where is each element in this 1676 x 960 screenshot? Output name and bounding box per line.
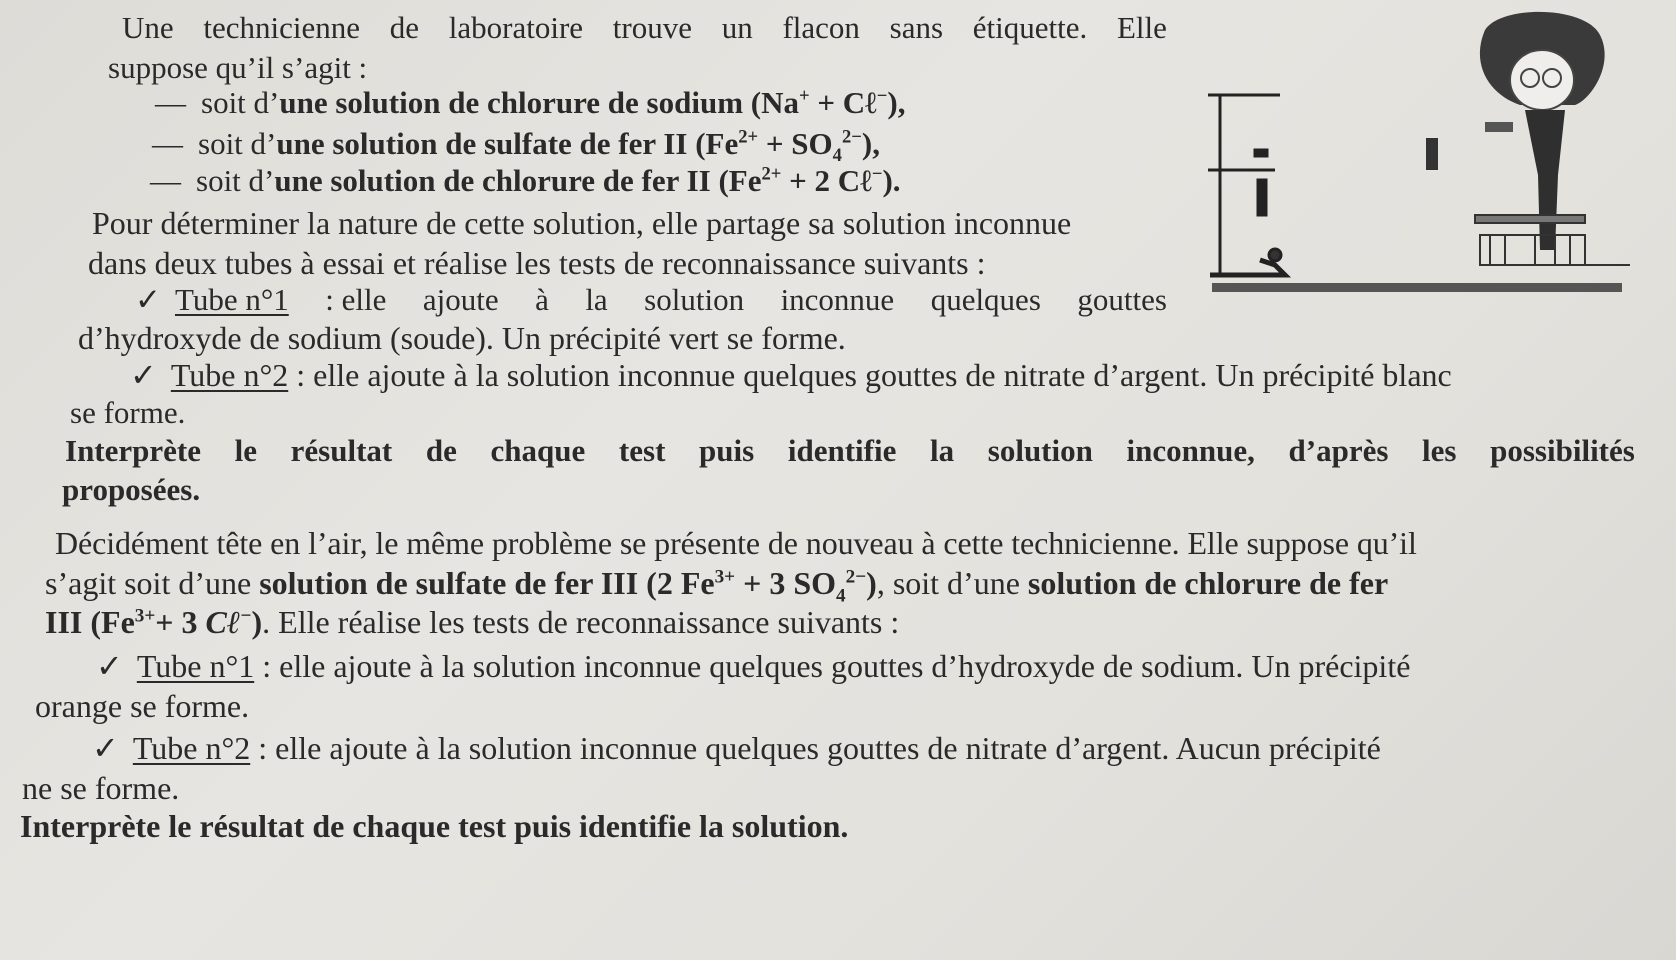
intro-word: Elle	[1116, 10, 1167, 45]
intro-line-2: suppose qu’il s’agit :	[108, 50, 368, 85]
tube1-word: solution	[644, 282, 745, 317]
tube2-label: Tube n°2	[170, 357, 289, 393]
intro-word: Une	[122, 10, 174, 45]
part2-paragraph-2	[45, 565, 1389, 607]
question-word: la	[930, 433, 955, 468]
tube1-word: gouttes	[1077, 282, 1167, 317]
question-word: test	[618, 433, 666, 468]
intro-word: laboratoire	[448, 10, 584, 45]
part2-tube1-line-1	[96, 648, 1410, 684]
option-dash: —	[155, 85, 186, 120]
question-1-line-2: proposées.	[62, 472, 201, 507]
tube1-word: : elle	[325, 282, 387, 317]
tube2-text: : elle ajoute à la solution inconnue quelques gouttes de nitrate d’argent. Un précipité blanc	[288, 357, 1452, 393]
intro-line-1	[122, 10, 1167, 46]
question-word: les	[1422, 433, 1457, 468]
tube1-label-group	[135, 282, 289, 318]
option-sodium-chloride	[155, 85, 905, 121]
tube1-word: inconnue	[780, 282, 895, 317]
scientist-lab-illustration	[1190, 10, 1640, 310]
question-word: le	[234, 433, 258, 468]
tube2-text: : elle ajoute à la solution inconnue quelques gouttes de nitrate d’argent. Aucun précipité	[250, 730, 1381, 766]
option-prefix: soit d’	[196, 163, 275, 198]
part2-text: . Elle réalise les tests de reconnaissance suivants :	[262, 604, 900, 640]
tube1-label: Tube n°1	[174, 282, 289, 317]
part2-text: s’agit soit d’une	[45, 565, 260, 601]
part2-paragraph-1: Décidément tête en l’air, le même problème se présente de nouveau à cette technicienne. Elle suppose qu’il	[55, 525, 1417, 561]
part2-paragraph-3	[45, 604, 899, 640]
intro-word: sans	[889, 10, 944, 45]
option-formula: ($Fe^{2+} + 2$ Cℓ−).	[718, 163, 901, 198]
part2-tube1-line-2: orange se forme.	[35, 688, 250, 724]
check-mark-icon: ✓	[92, 730, 119, 766]
part2-text: , soit d’une	[876, 565, 1028, 601]
question-word: puis	[699, 433, 755, 468]
check-mark-icon: ✓	[130, 357, 157, 393]
intro-word: trouve	[612, 10, 692, 45]
tube1-label: Tube n°1	[136, 648, 255, 684]
intro-word: technicienne	[203, 10, 361, 45]
question-word: d’après	[1288, 433, 1389, 468]
tube1-word: la	[585, 282, 608, 317]
question-1-line-1	[65, 433, 1635, 469]
option-formula: (Na+ + Cℓ−),	[750, 85, 906, 120]
option-dash: —	[152, 126, 183, 161]
tube1-word: à	[535, 282, 549, 317]
part2-bold-text: solution de chlorure de fer	[1027, 565, 1389, 601]
option-dash: —	[150, 163, 181, 198]
option-prefix: soit d’	[198, 126, 277, 161]
question-word: de	[425, 433, 457, 468]
question-word: Interprète	[65, 433, 201, 468]
tube1-word: ajoute	[422, 282, 499, 317]
option-prefix: soit d’	[201, 85, 280, 120]
tube1-line-2: d’hydroxyde de sodium (soude). Un précipité vert se forme.	[78, 320, 846, 356]
question-2: Interprète le résultat de chaque test puis identifie la solution.	[20, 808, 849, 844]
question-word: solution	[987, 433, 1093, 468]
tube1-text: : elle ajoute à la solution inconnue quelques gouttes d’hydroxyde de sodium. Un précipité	[254, 648, 1411, 684]
option-bold-text: une solution de chlorure de sodium	[279, 85, 744, 120]
tube1-line-1	[135, 282, 1167, 318]
bench-line	[1212, 283, 1622, 292]
lab-stand-icon	[1208, 95, 1285, 275]
question-word: inconnue,	[1126, 433, 1255, 468]
tube2-line-1	[130, 357, 1452, 393]
part2-formula: III ($Fe^{3+}+ 3$ Cℓ−)	[45, 604, 263, 640]
question-word: identifie	[787, 433, 897, 468]
part2-bold-text: solution de sulfate de fer III	[259, 565, 639, 601]
option-formula: $(Fe^{2+} + SO_4^{2-})$,	[695, 126, 880, 167]
option-iron2-chloride	[150, 163, 901, 199]
check-mark-icon: ✓	[135, 282, 161, 317]
question-word: résultat	[290, 433, 393, 468]
question-word: chaque	[490, 433, 586, 468]
tube1-word: quelques	[930, 282, 1041, 317]
part2-tube2-line-1	[92, 730, 1381, 766]
part2-tube2-line-2: ne se forme.	[22, 770, 180, 806]
check-mark-icon: ✓	[96, 648, 123, 684]
option-bold-text: une solution de sulfate de fer II	[276, 126, 688, 161]
paragraph-determine-1: Pour déterminer la nature de cette solution, elle partage sa solution inconnue	[92, 205, 1072, 241]
option-bold-text: une solution de chlorure de fer II	[274, 163, 711, 198]
tube2-label: Tube n°2	[132, 730, 251, 766]
intro-word: flacon	[782, 10, 860, 45]
intro-word: un	[721, 10, 753, 45]
part2-formula: (2 $Fe^{3+} + 3$ $SO_4^{2-}$)	[638, 565, 877, 607]
intro-word: de	[389, 10, 420, 45]
question-word: possibilités	[1490, 433, 1635, 468]
intro-word: étiquette.	[972, 10, 1088, 45]
paragraph-determine-2: dans deux tubes à essai et réalise les tests de reconnaissance suivants :	[88, 245, 986, 281]
option-iron2-sulfate	[152, 126, 880, 167]
tube2-line-2: se forme.	[70, 395, 186, 430]
